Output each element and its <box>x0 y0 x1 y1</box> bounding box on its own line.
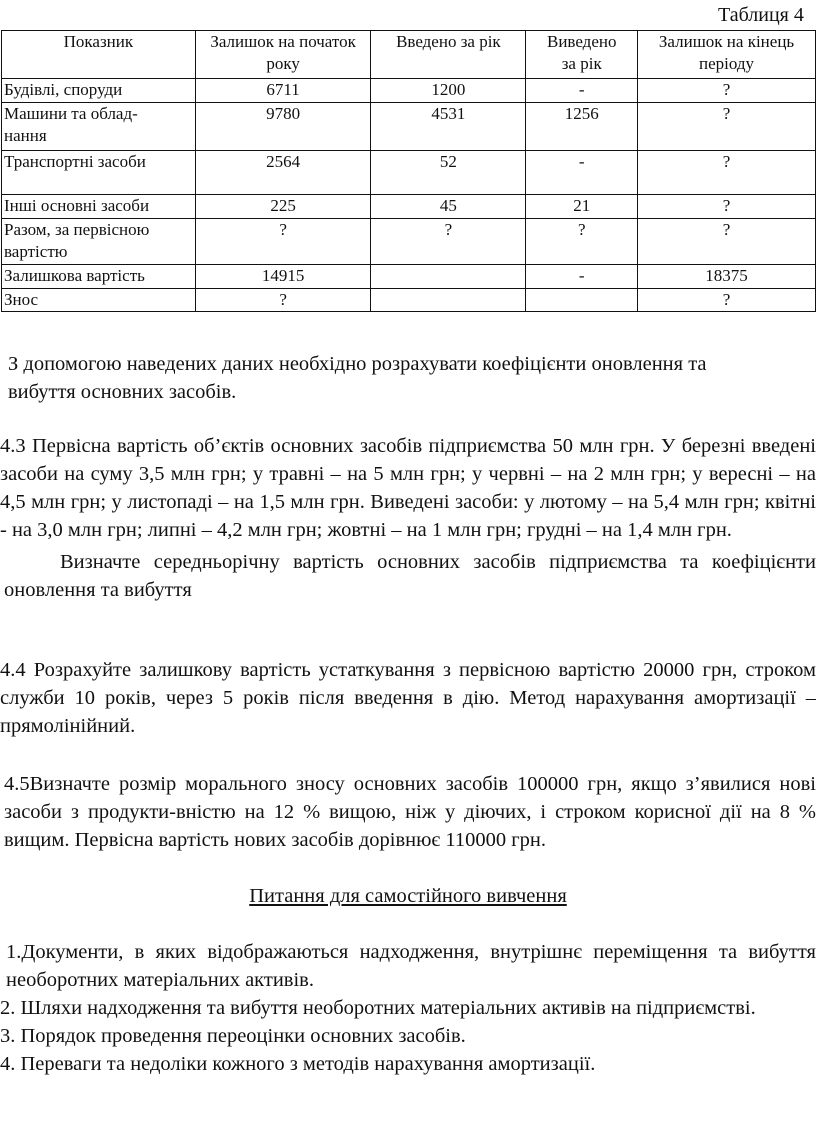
cell-start: ? <box>195 289 371 312</box>
cell-start: 225 <box>195 195 371 219</box>
task-4-3-question: Визначте середньорічну вартість основних засобів підприємства та коефіцієнти оновлення та вибуття <box>4 551 816 601</box>
header-introduced: Введено за рік <box>371 31 526 79</box>
cell-introduced: ? <box>371 219 526 265</box>
cell-introduced: 52 <box>371 151 526 195</box>
cell-withdrawn: - <box>526 79 638 103</box>
table-header-row <box>2 31 816 79</box>
table-row <box>2 289 816 312</box>
cell-withdrawn: - <box>526 265 638 289</box>
cell-end: 18375 <box>638 265 816 289</box>
cell-start: 2564 <box>195 151 371 195</box>
cell-end: ? <box>638 289 816 312</box>
row-label: Будівлі, споруди <box>2 79 196 103</box>
cell-end: ? <box>638 219 816 265</box>
task-4-5-text: 4.5Визначте розмір морального зносу основних засобів 100000 грн, якщо з’явилися нові засоби з продукти-вністю на 12 % вищою, ніж у діючих, і строком корисної дії на 8 % вищим. Первісна вартість нових засобів дорівнює 110000 грн. <box>4 773 816 851</box>
cell-introduced: 45 <box>371 195 526 219</box>
header-end-balance: Залишок на кінець періоду <box>638 31 816 79</box>
cell-withdrawn <box>526 289 638 312</box>
cell-end: ? <box>638 195 816 219</box>
task-4-4-text: 4.4 Розрахуйте залишкову вартість устаткування з первісною вартістю 20000 грн, строком служби 10 років, через 5 років після введення в дію. Метод нарахування амортизації – прямолінійний. <box>0 659 816 737</box>
row-label: Знос <box>2 289 196 312</box>
header-start-balance: Залишок на початок року <box>195 31 371 79</box>
cell-start: 6711 <box>195 79 371 103</box>
list-item: 4. Переваги та недоліки кожного з методів нарахування амортизації. <box>0 1053 596 1075</box>
row-label: Транспортні засоби <box>2 151 196 195</box>
header-indicator: Показник <box>2 31 196 79</box>
row-label: Машини та облад- нання <box>2 103 196 151</box>
header-withdrawn: Виведено за рік <box>526 31 638 79</box>
table-row <box>2 151 816 195</box>
table-row <box>2 195 816 219</box>
fixed-assets-table <box>1 30 816 312</box>
task-4-4 <box>0 656 816 740</box>
list-item: 2. Шляхи надходження та вибуття необоротних матеріальних активів на підприємстві. <box>0 997 756 1019</box>
task-4-5 <box>0 770 816 854</box>
cell-introduced: 4531 <box>371 103 526 151</box>
cell-start: 9780 <box>195 103 371 151</box>
table-row <box>2 103 816 151</box>
task-note-text: З допомогою наведених даних необхідно розрахувати коефіцієнти оновлення та вибуття основних засобів. <box>8 353 707 403</box>
row-label: Залишкова вартість <box>2 265 196 289</box>
cell-end: ? <box>638 103 816 151</box>
cell-withdrawn: ? <box>526 219 638 265</box>
row-label: Разом, за первісною вартістю <box>2 219 196 265</box>
cell-introduced <box>371 265 526 289</box>
task-4-3-text: 4.3 Первісна вартість об’єктів основних засобів підприємства 50 млн грн. У березні введені засоби на суму 3,5 млн грн; у травні – на 5 млн грн; у червні – на 2 млн грн; у вересні – на 4,5 млн грн; у листопаді – на 1,5 млн грн. Виведені засоби: у лютому – на 5,4 млн грн; квітні - на 3,0 млн грн; липні – 4,2 млн грн; жовтні – на 1 млн грн; грудні – на 1,4 млн грн. <box>0 435 816 541</box>
cell-introduced <box>371 289 526 312</box>
cell-introduced: 1200 <box>371 79 526 103</box>
cell-withdrawn: - <box>526 151 638 195</box>
table-row <box>2 265 816 289</box>
row-label: Інші основні засоби <box>2 195 196 219</box>
cell-end: ? <box>638 151 816 195</box>
task-note <box>0 350 708 406</box>
self-study-title: Питання для самостійного вивчення <box>249 885 567 907</box>
table-caption: Таблиця 4 <box>718 4 804 26</box>
cell-start: ? <box>195 219 371 265</box>
cell-start: 14915 <box>195 265 371 289</box>
list-item: 1.Документи, в яких відображаються надходження, внутрішнє переміщення та вибуття необоротних матеріальних активів. <box>6 941 816 991</box>
task-4-3 <box>0 432 816 604</box>
cell-withdrawn: 21 <box>526 195 638 219</box>
self-study-list <box>0 938 816 1078</box>
table-row <box>2 79 816 103</box>
list-item: 3. Порядок проведення переоцінки основних засобів. <box>0 1025 466 1047</box>
cell-end: ? <box>638 79 816 103</box>
table-row <box>2 219 816 265</box>
cell-withdrawn: 1256 <box>526 103 638 151</box>
